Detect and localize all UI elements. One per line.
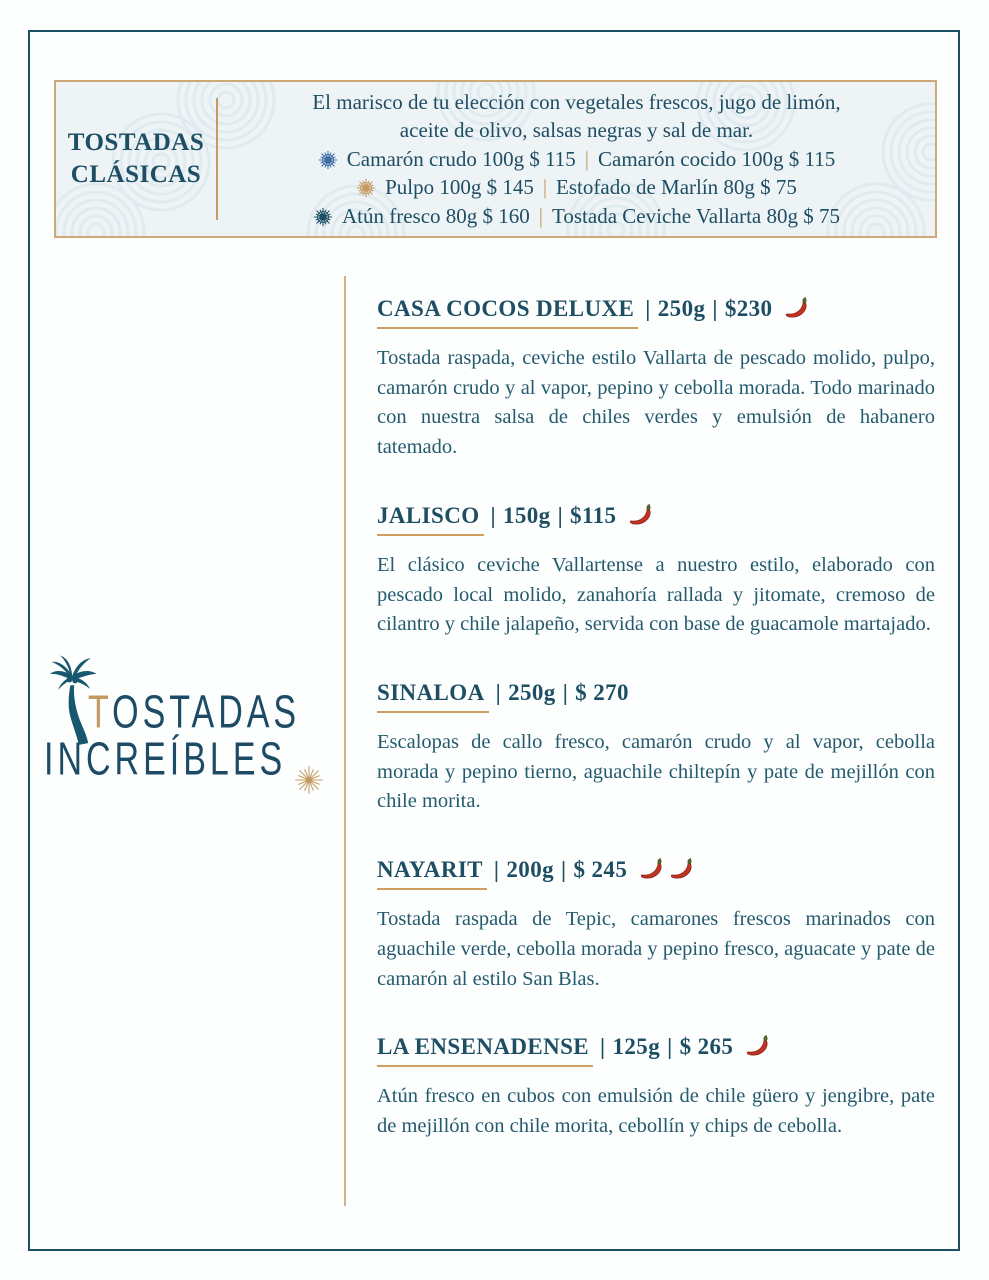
menu-item [377, 857, 935, 994]
option-separator: | [542, 175, 548, 200]
menu-vertical-divider [344, 276, 346, 1206]
tostadas-increibles-logo [42, 648, 352, 818]
title-separator: | [645, 296, 651, 321]
menu-item-description: El clásico ceviche Vallartense a nuestro estilo, elaborado con pescado local molido, zanahoría rallada y jitomate, cremoso de cilantro y chile jalapeño, servida con base de guacamole martajado. [377, 553, 935, 636]
option-left-text: Camarón crudo 100g $ 115 [346, 146, 576, 171]
title-separator: | [495, 680, 502, 706]
title-separator: | [562, 680, 569, 706]
option-right-text: Camarón cocido 100g $ 115 [598, 146, 836, 171]
menu-item [377, 1034, 935, 1141]
option-right-text: Tostada Ceviche Vallarta 80g $ 75 [552, 203, 840, 228]
menu-item-weight: 200g [506, 857, 554, 883]
sea-urchin-icon [356, 178, 376, 198]
sea-urchin-icon [318, 150, 338, 170]
menu-item-name: CASA COCOS DELUXE [377, 296, 638, 329]
title-separator: | [667, 1034, 673, 1060]
header-section-title [56, 82, 216, 236]
option-right-text: Estofado de Marlín 80g $ 75 [556, 175, 797, 200]
menu-item-name: JALISCO [377, 503, 484, 536]
option-separator: | [538, 203, 544, 228]
menu-item-description: Escalopas de callo fresco, camarón crudo y al vapor, cebolla morada y pepino tierno, aguachile chiltepín y pate de mejillón con chile morita. [377, 731, 935, 813]
title-separator: | [561, 857, 567, 883]
header-title-line2: CLÁSICAS [70, 161, 202, 188]
menu-item-title [377, 680, 935, 713]
menu-item-weight: 125g [612, 1034, 661, 1060]
menu-item-title [377, 857, 935, 890]
menu-item [377, 503, 935, 640]
menu-item-price: $115 [570, 502, 617, 528]
menu-item [377, 296, 935, 463]
menu-item-weight: 150g [502, 502, 551, 528]
menu-item-price: $ 245 [573, 857, 628, 883]
title-separator: | [600, 1034, 606, 1060]
menu-item-price: $ 270 [575, 680, 629, 706]
menu-item-description: Tostada raspada de Tepic, camarones frescos marinados con aguachile verde, cebolla morada y pepino fresco, aguacate y pate de camarón al estilo San Blas. [377, 908, 935, 990]
logo-word-tostadas [88, 687, 300, 740]
sea-urchin-icon [313, 207, 333, 227]
logo-word-increibles: INCREÍBLES [44, 734, 287, 786]
header-option-row [226, 173, 927, 202]
title-separator: | [493, 857, 500, 883]
menu-item-description: Tostada raspada, ceviche estilo Vallarta de pescado molido, pulpo, camarón crudo y al vapor, pepino y cebolla morada. Todo marinado con nuestra salsa de chiles verdes y emulsión de habanero tatemado. [377, 347, 935, 459]
menu-item-description: Atún fresco en cubos con emulsión de chile güero y jengibre, pate de mejillón con chile morita, cebollín y chips de cebolla. [377, 1085, 935, 1138]
header-description-line1: El marisco de tu elección con vegetales frescos, jugo de limón, [312, 89, 841, 114]
spice-level-indicator [741, 1034, 771, 1059]
chili-pepper-icon [744, 1034, 771, 1057]
title-separator: | [557, 502, 564, 528]
option-left-text: Atún fresco 80g $ 160 [341, 203, 530, 228]
header-content [218, 82, 935, 236]
menu-item-title [377, 296, 935, 329]
header-option-row [226, 145, 927, 174]
chili-pepper-icon [638, 857, 665, 880]
menu-item-weight: 250g [508, 680, 556, 706]
spice-level-indicator [635, 857, 695, 882]
menu-item-name: SINALOA [377, 680, 489, 713]
logo-initial-t: T [88, 687, 113, 739]
menu-item-name: NAYARIT [377, 857, 487, 890]
spice-level-indicator [624, 503, 654, 528]
menu-item-price: $ 265 [679, 1034, 734, 1060]
chili-pepper-icon [783, 296, 810, 319]
menu-item-title [377, 1034, 935, 1067]
option-left-text: Pulpo 100g $ 145 [385, 175, 534, 200]
menu-item [377, 680, 935, 817]
menu-items-column [377, 296, 935, 1182]
spice-level-indicator [780, 296, 810, 321]
option-separator: | [584, 146, 590, 171]
menu-item-price: $230 [724, 296, 773, 321]
header-option-row [226, 202, 927, 231]
menu-item-name: LA ENSENADENSE [377, 1034, 593, 1067]
chili-pepper-icon [627, 503, 654, 526]
header-title-line1: TOSTADAS [67, 128, 205, 156]
starburst-icon [295, 766, 323, 794]
menu-item-weight: 250g [657, 296, 706, 321]
header-options-list [226, 145, 927, 231]
menu-item-title [377, 503, 935, 536]
title-separator: | [712, 296, 718, 321]
tostadas-clasicas-header-box [54, 80, 937, 238]
title-separator: | [490, 502, 496, 528]
chili-pepper-icon [668, 857, 695, 880]
logo-word1-rest: OSTADAS [112, 687, 301, 739]
header-description-line2: aceite de olivo, salsas negras y sal de mar. [399, 118, 754, 143]
